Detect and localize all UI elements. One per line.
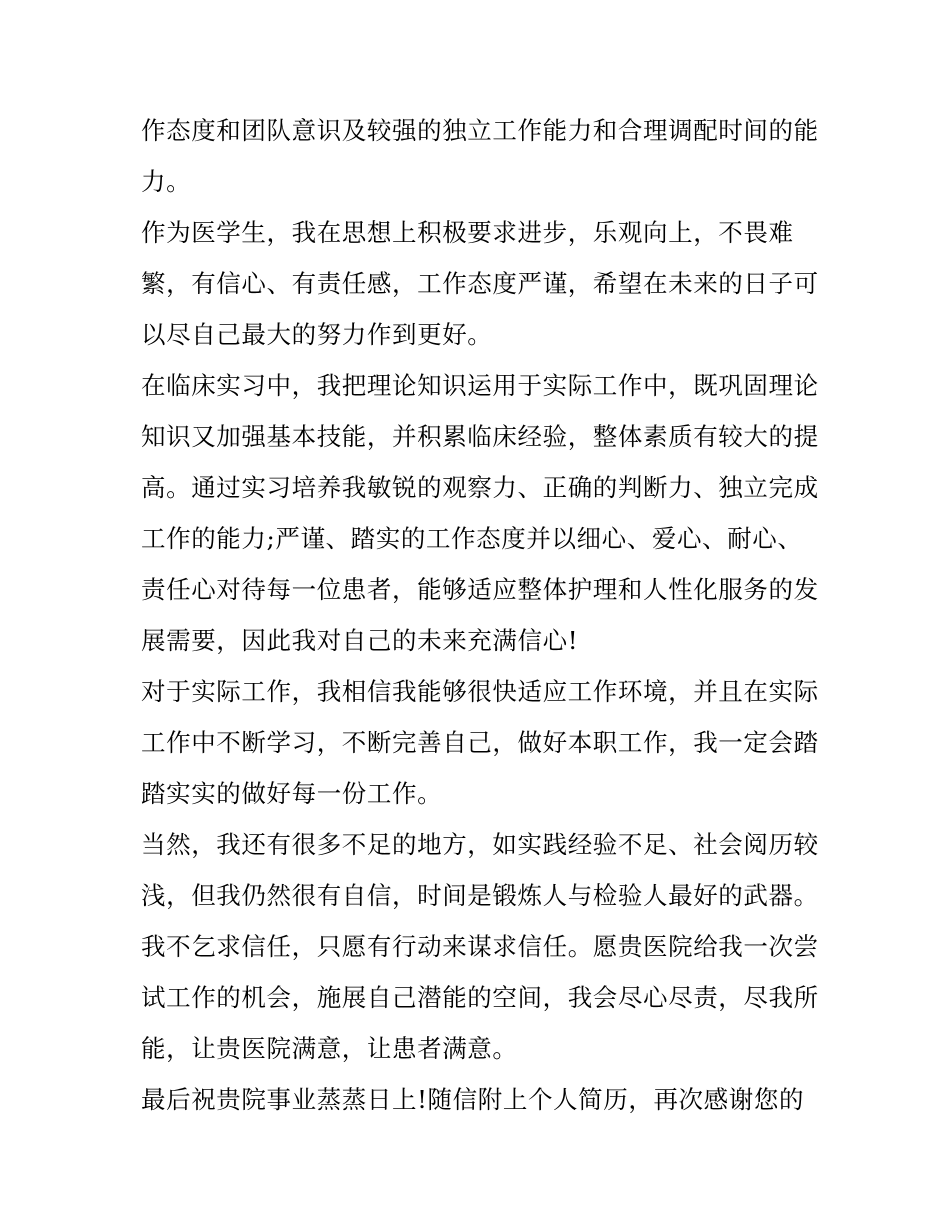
text-line: 在临床实习中，我把理论知识运用于实际工作中，既巩固理论 <box>141 371 819 400</box>
text-line: 工作的能力;严谨、踏实的工作态度并以细心、爱心、耐心、 <box>141 524 803 553</box>
text-line: 浅，但我仍然很有自信，时间是锻炼人与检验人最好的武器。 <box>141 881 819 910</box>
text-line: 作为医学生，我在思想上积极要求进步，乐观向上，不畏难 <box>141 218 794 247</box>
text-line: 展需要，因此我对自己的未来充满信心! <box>141 626 579 655</box>
text-line: 力。 <box>141 167 192 196</box>
text-line: 作态度和团队意识及较强的独立工作能力和合理调配时间的能 <box>141 116 819 145</box>
text-line: 以尽自己最大的努力作到更好。 <box>141 320 493 349</box>
text-line: 能，让贵医院满意，让患者满意。 <box>141 1034 518 1063</box>
text-line: 踏实实的做好每一份工作。 <box>141 779 443 808</box>
text-line: 当然，我还有很多不足的地方，如实践经验不足、社会阅历较 <box>141 830 819 859</box>
text-line: 工作中不断学习，不断完善自己，做好本职工作，我一定会踏 <box>141 728 819 757</box>
text-line: 繁，有信心、有责任感，工作态度严谨，希望在未来的日子可 <box>141 269 819 298</box>
text-line: 责任心对待每一位患者，能够适应整体护理和人性化服务的发 <box>141 575 819 604</box>
text-line: 我不乞求信任，只愿有行动来谋求信任。愿贵医院给我一次尝 <box>141 932 819 961</box>
text-line: 最后祝贵院事业蒸蒸日上!随信附上个人简历，再次感谢您的 <box>141 1085 805 1114</box>
text-line: 高。通过实习培养我敏锐的观察力、正确的判断力、独立完成 <box>141 473 819 502</box>
letter-body <box>141 105 821 1125</box>
text-line: 知识又加强基本技能，并积累临床经验，整体素质有较大的提 <box>141 422 819 451</box>
text-line: 对于实际工作，我相信我能够很快适应工作环境，并且在实际 <box>141 677 819 706</box>
text-line: 试工作的机会，施展自己潜能的空间，我会尽心尽责，尽我所 <box>141 983 819 1012</box>
